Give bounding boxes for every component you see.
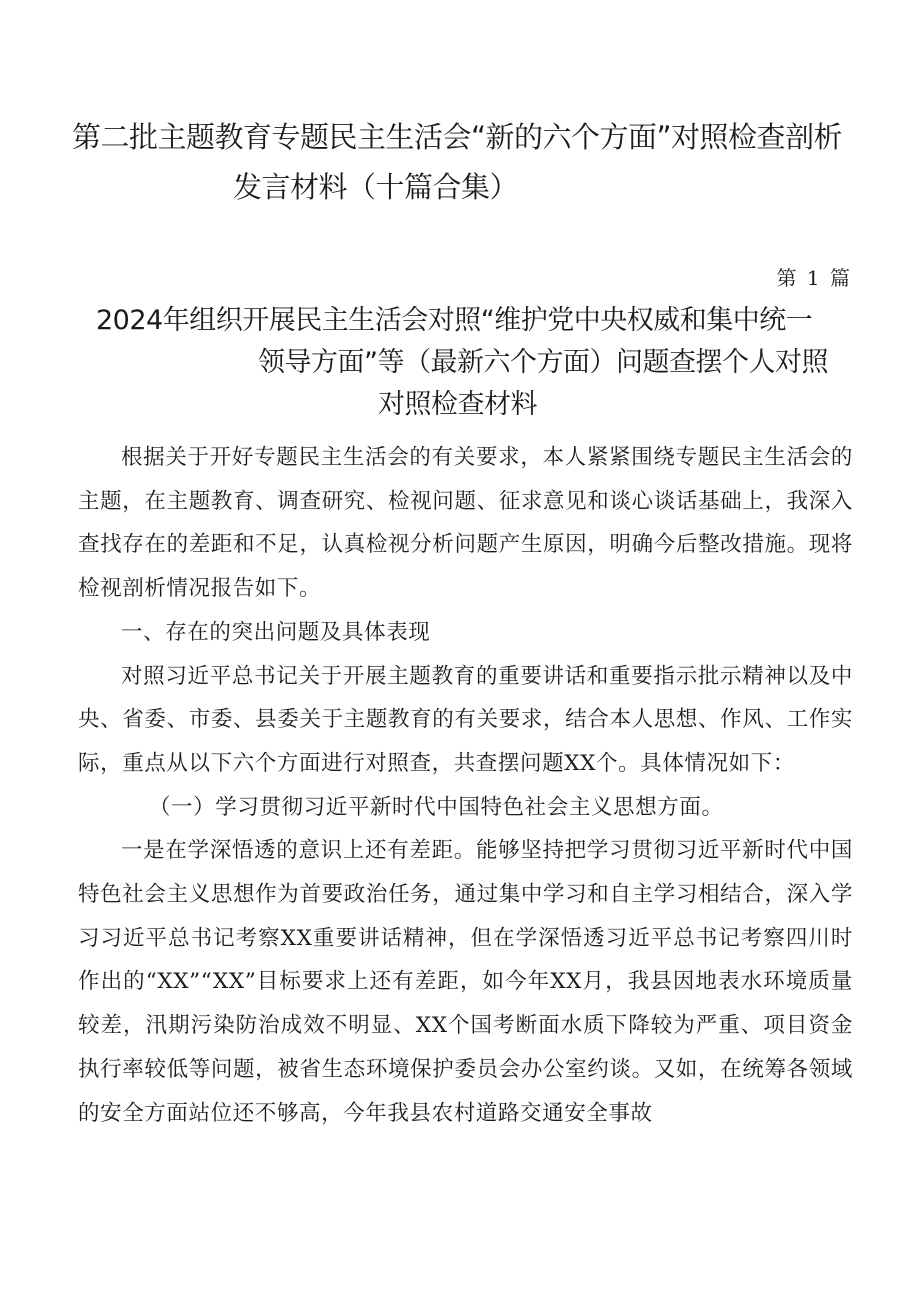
- document-title: [60, 112, 870, 212]
- chapter-label: 第 1 篇: [776, 266, 852, 290]
- heading-section-1: 一、存在的突出问题及具体表现: [121, 619, 431, 645]
- document-body: [78, 436, 853, 1135]
- document-title-line-1: 第二批主题教育专题民主生活会“新的六个方面”对照检查剖析: [72, 120, 843, 154]
- section-title-line-3: 对照检查材料: [378, 389, 537, 420]
- paragraph-intro: 根据关于开好专题民主生活会的有关要求，本人紧紧围绕专题民主生活会的主题，在主题教育、调查研究、检视问题、征求意见和谈心谈话基础上，我深入查找存在的差距和不足，认真检视分析问题产生原因，明确今后整改措施。现将检视剖析情况报告如下。: [78, 445, 853, 602]
- heading-subsection-1: （一）学习贯彻习近平新时代中国特色社会主义思想方面。: [148, 794, 724, 820]
- document-title-line-2: 发言材料（十篇合集）: [233, 170, 519, 204]
- paragraph-point-1: 一是在学深悟透的意识上还有差距。能够坚持把学习贯彻习近平新时代中国特色社会主义思想作为首要政治任务，通过集中学习和自主学习相结合，深入学习习近平总书记考察XX重要讲话精神，但在学深悟透习近平总书记考察四川时作出的“XX”“XX”目标要求上还有差距，如今年XX月，我县因地表水环境质量较差，汛期污染防治成效不明显、XX个国考断面水质下降较为严重、项目资金执行率较低等问题，被省生态环境保护委员会办公室约谈。又如，在统筹各领域的安全方面站位还不够高，今年我县农村道路交通安全事故: [78, 838, 853, 1126]
- section-title: [60, 300, 860, 426]
- section-title-line-1: 2024年组织开展民主生活会对照“维护党中央权威和集中统一: [96, 305, 813, 336]
- paragraph-overview: 对照习近平总书记关于开展主题教育的重要讲话和重要指示批示精神以及中央、省委、市委、县委关于主题教育的有关要求，结合本人思想、作风、工作实际，重点从以下六个方面进行对照查，共查摆问题XX个。具体情况如下：: [78, 663, 853, 776]
- section-title-line-2: 领导方面”等（最新六个方面）问题查摆个人对照: [258, 347, 828, 378]
